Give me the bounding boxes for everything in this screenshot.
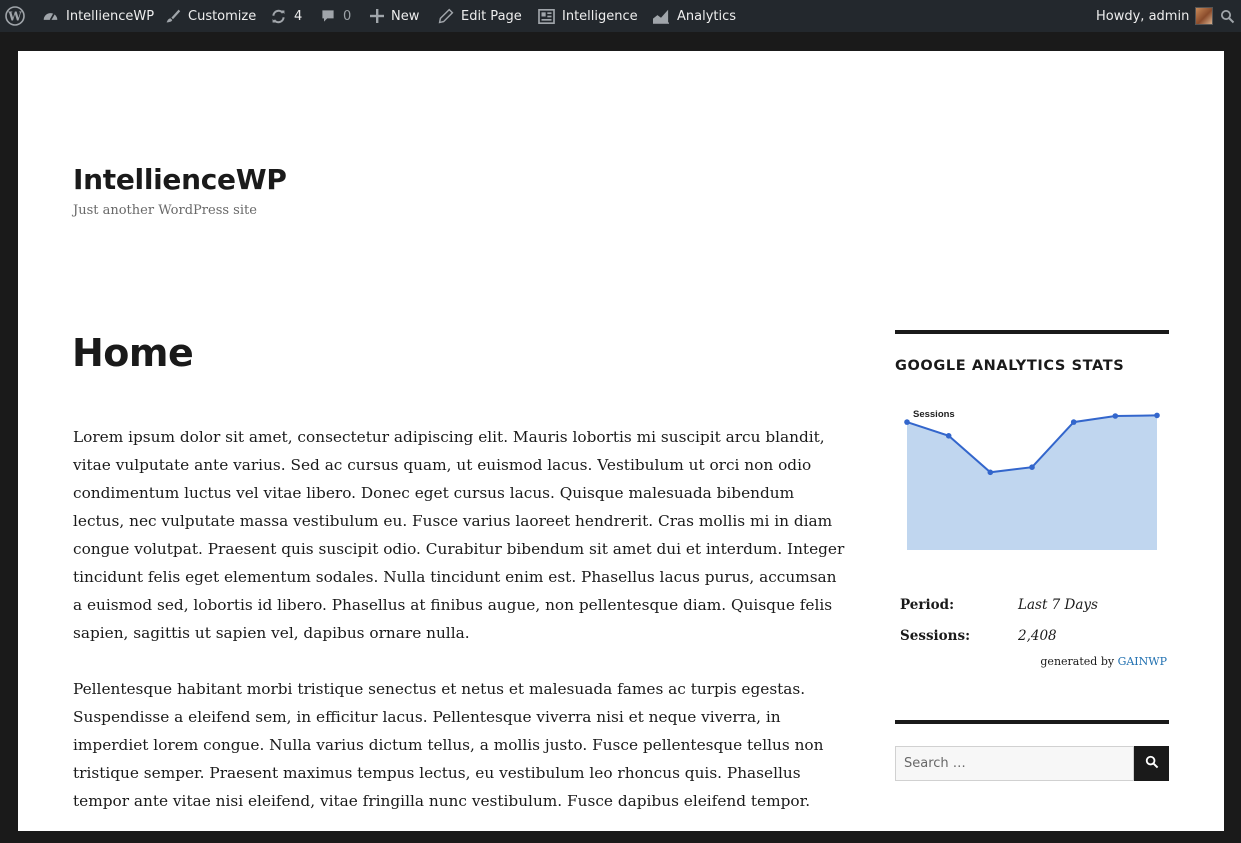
dashboard-gauge-icon (42, 8, 59, 25)
sessions-row (900, 620, 1170, 651)
sessions-label: Sessions: (900, 627, 971, 644)
sessions-area-chart (903, 404, 1163, 554)
edit-page-label: Edit Page (461, 8, 522, 24)
pencil-icon (438, 8, 454, 24)
period-row (900, 589, 1170, 620)
admin-bar (0, 0, 1241, 32)
paragraph: Pellentesque habitant morbi tristique senectus et netus et malesuada fames ac turpis egestas. Suspendisse a eleifend sem, in efficitur lacus. Pellentesque viverra nisi et neque viverra, in imperdiet lorem congue. Nulla varius dictum tellus, a mollis justo. Fusce pellentesque tellus non tristique semper. Praesent maximus tempus lectus, eu vestibulum leo rhoncus quis. Phasellus tempor ante vitae nisi eleifend, vitae fringilla nunc vestibulum. Fusce dapibus eleifend tempor. (73, 680, 824, 810)
sessions-area-fill (907, 415, 1157, 550)
sessions-data-point-3[interactable] (988, 470, 994, 476)
customize-label: Customize (188, 8, 257, 24)
new-content-menu[interactable] (370, 0, 419, 32)
updates-refresh-icon (270, 8, 287, 25)
generated-by-credit (1040, 655, 1167, 668)
updates-link[interactable] (270, 0, 302, 32)
edit-page-link[interactable] (438, 0, 522, 32)
paintbrush-icon (165, 8, 181, 24)
search-icon (1220, 9, 1235, 24)
plus-icon (370, 9, 384, 23)
site-name-label: IntellienceWP (66, 8, 155, 24)
search-icon (1145, 755, 1159, 772)
period-label: Period: (900, 596, 955, 613)
widget-title: GOOGLE ANALYTICS STATS (895, 358, 1125, 374)
wordpress-logo-menu[interactable] (5, 0, 32, 32)
intelligence-dashboard-icon (538, 9, 555, 24)
page-title: Home (72, 331, 194, 375)
sessions-data-point-4[interactable] (1029, 464, 1035, 470)
entry-content (73, 423, 845, 843)
google-analytics-widget (895, 330, 1169, 668)
stats-table (900, 589, 1170, 651)
search-input[interactable] (895, 746, 1134, 781)
updates-count: 4 (294, 8, 303, 24)
sessions-data-point-5[interactable] (1071, 419, 1077, 425)
page-container (18, 51, 1224, 831)
paragraph: Lorem ipsum dolor sit amet, consectetur adipiscing elit. Mauris lobortis mi suscipit arcu blandit, vitae vulputate ante varius. Sed ac cursus quam, ut euismod lacus. Vestibulum ut orci non odio condimentum luctus vel vitae libero. Donec eget cursus lacus. Quisque malesuada bibendum lectus, nec vulputate massa vestibulum eu. Fusce varius laoreet hendrerit. Cras mollis mi in diam congue volutpat. Praesent quis suscipit odio. Curabitur bibendum sit amet dui et interdum. Integer tincidunt felis eget elementum sodales. Nulla tincidunt enim est. Phasellus lacus purus, accumsan a euismod sed, lobortis id libero. Phasellus at finibus augue, non pellentesque diam. Quisque felis sapien, sagittis ut sapien vel, dapibus ornare nulla. (73, 428, 845, 642)
generated-by-text: generated by (1040, 655, 1115, 668)
my-account-menu[interactable] (1096, 0, 1213, 32)
area-chart-icon (652, 8, 670, 24)
site-name-menu[interactable] (42, 0, 154, 32)
site-title[interactable]: IntellienceWP (73, 163, 287, 196)
comment-bubble-icon (320, 8, 336, 24)
sessions-data-point-2[interactable] (946, 433, 952, 439)
comments-count: 0 (343, 8, 352, 24)
svg-text:W: W (8, 9, 22, 24)
gainwp-link[interactable]: GAINWP (1117, 655, 1167, 668)
chart-legend-label: Sessions (913, 409, 955, 420)
new-label: New (391, 8, 420, 24)
search-submit-button[interactable] (1134, 746, 1169, 781)
adminbar-search-button[interactable] (1220, 0, 1241, 32)
sessions-data-point-1[interactable] (904, 419, 910, 425)
howdy-label: Howdy, admin (1096, 8, 1190, 24)
analytics-menu[interactable] (652, 0, 736, 32)
wordpress-logo-icon (5, 6, 25, 26)
customize-link[interactable] (165, 0, 256, 32)
avatar (1195, 7, 1213, 25)
sessions-data-point-7[interactable] (1154, 413, 1160, 419)
search-widget (895, 720, 1169, 724)
analytics-label: Analytics (677, 8, 737, 24)
intelligence-label: Intelligence (562, 8, 638, 24)
period-value: Last 7 Days (1018, 596, 1098, 613)
intelligence-menu[interactable] (538, 0, 638, 32)
site-description: Just another WordPress site (73, 203, 257, 218)
search-form (895, 746, 1169, 781)
sessions-data-point-6[interactable] (1113, 413, 1119, 419)
comments-link[interactable] (320, 0, 351, 32)
sessions-value: 2,408 (1018, 627, 1057, 644)
